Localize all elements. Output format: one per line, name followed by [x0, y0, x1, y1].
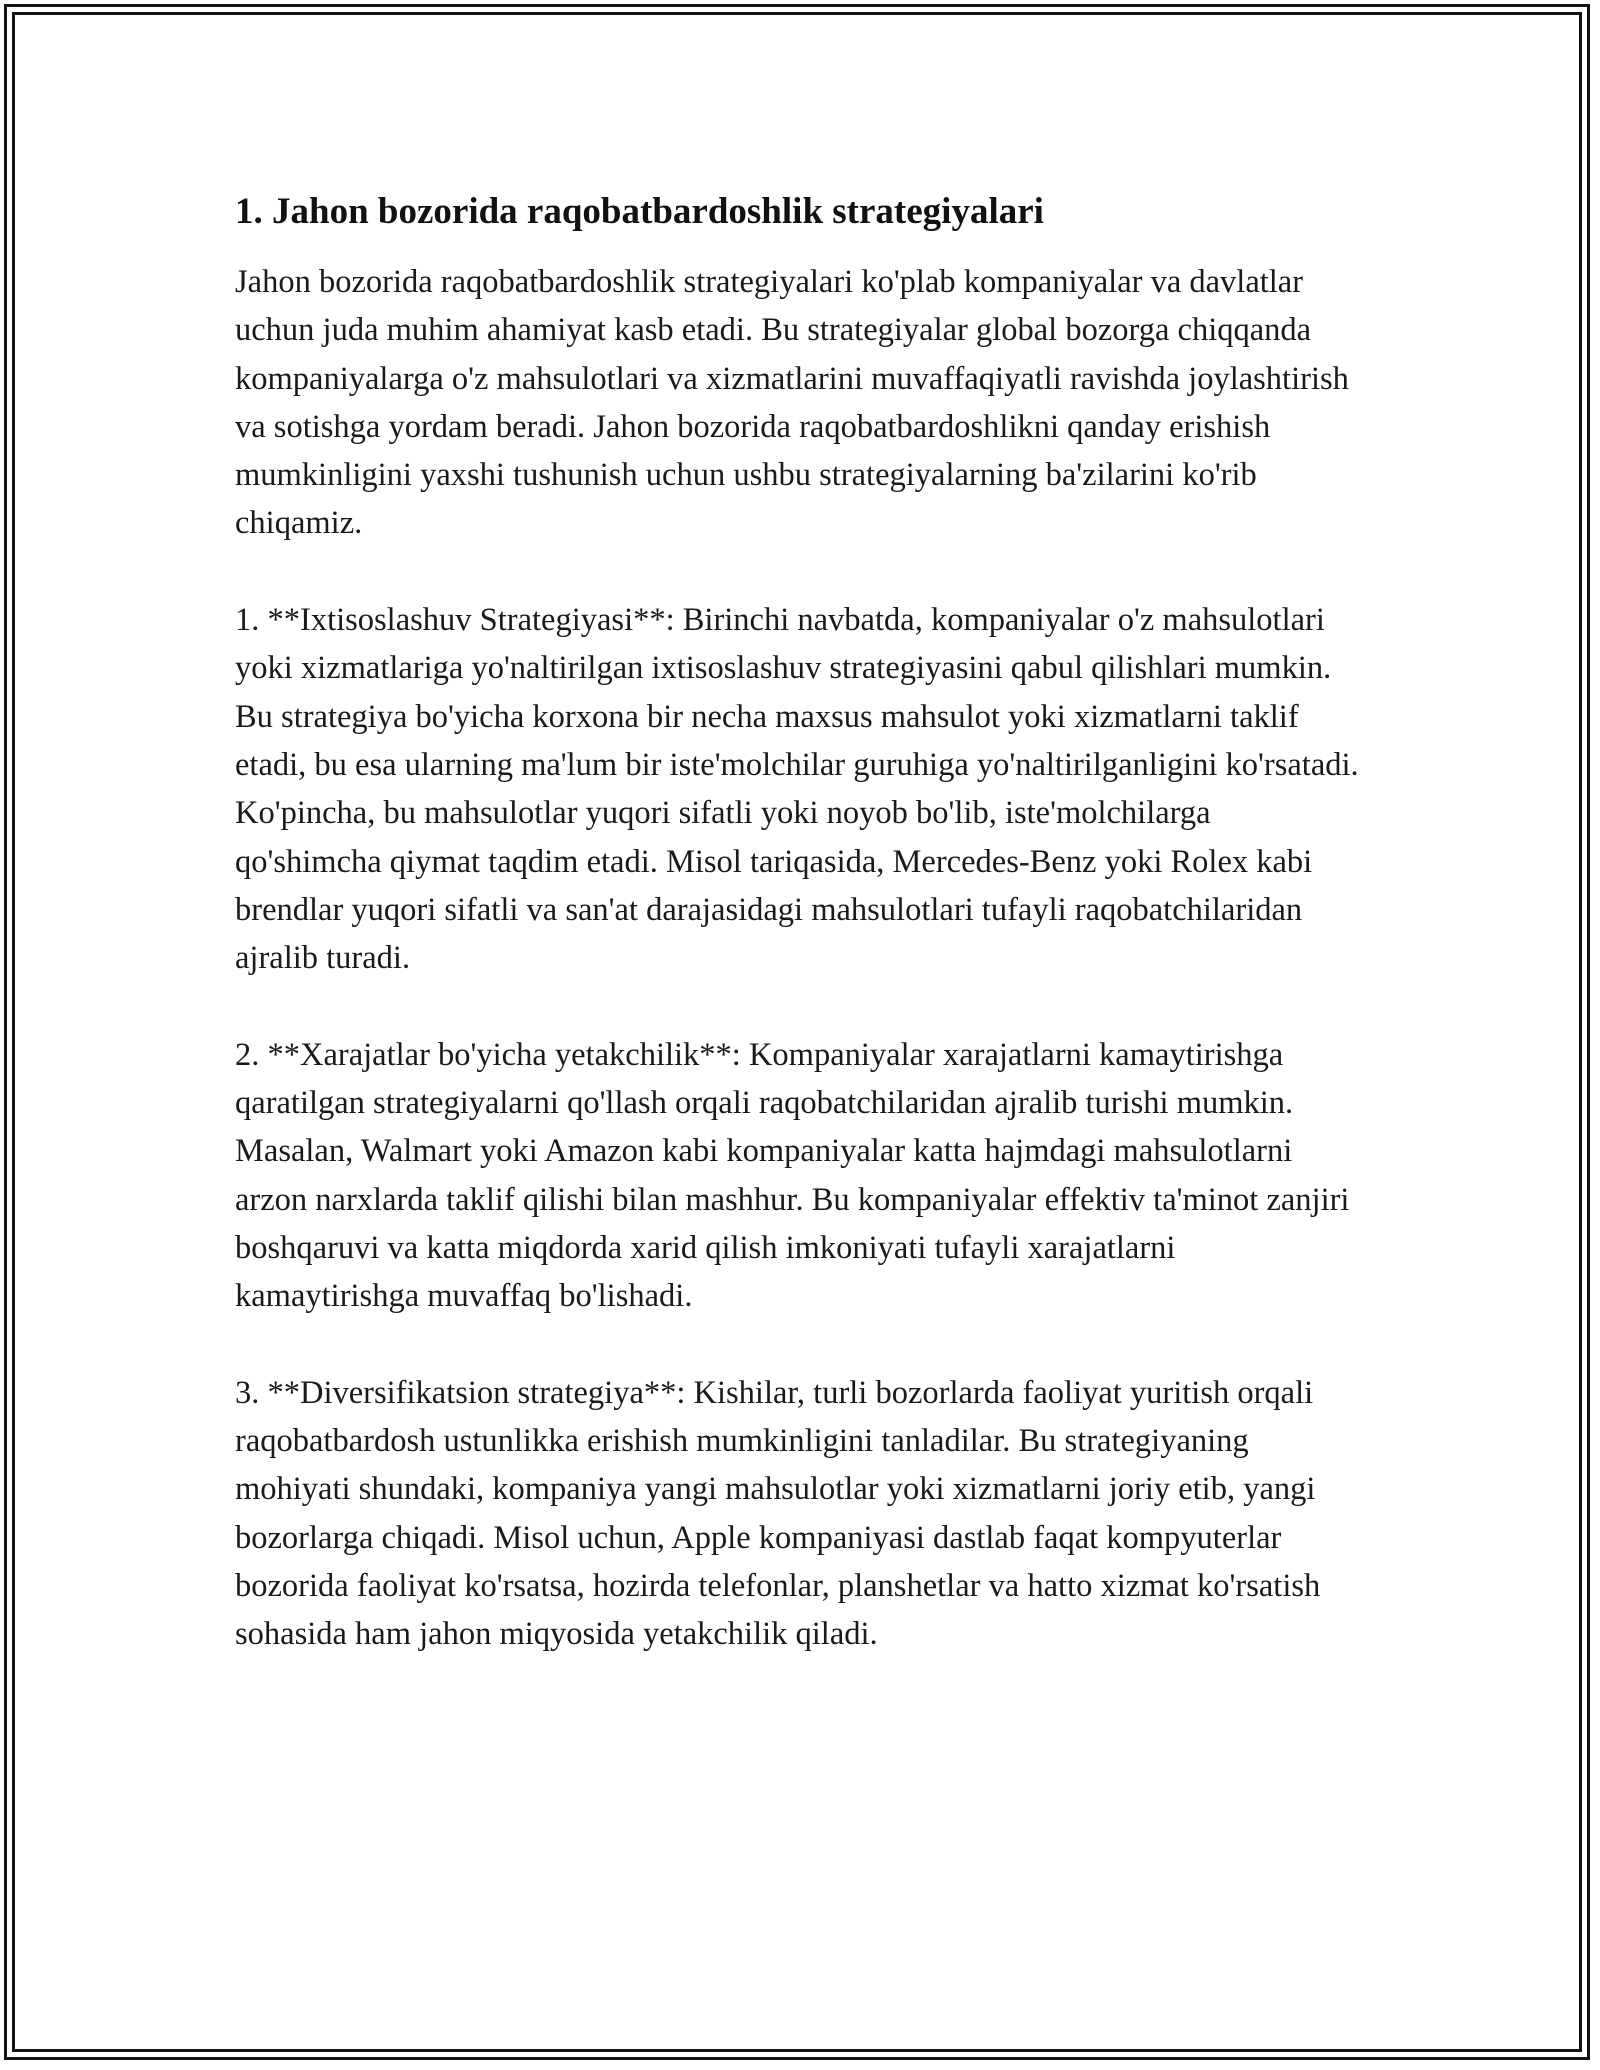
document-body: [235, 188, 1365, 1707]
strategy-cost-leadership-paragraph: 2. **Xarajatlar bo'yicha yetakchilik**: Kompaniyalar xarajatlarni kamaytirishga qaratilgan strategiyalarni qo'llash orqali raqobatchilaridan ajralib turishi mumkin. Masalan, Walmart yoki Amazon kabi kompaniyalar katta hajmdagi mahsulotlarni arzon narxlarda taklif qilishi bilan mashhur. Bu kompaniyalar effektiv ta'minot zanjiri boshqaruvi va katta miqdorda xarid qilish imkoniyati tufayli xarajatlarni kamaytirishga muvaffaq bo'lishadi.: [235, 1036, 1350, 1315]
strategy-specialization-paragraph: 1. **Ixtisoslashuv Strategiyasi**: Birinchi navbatda, kompaniyalar o'z mahsulotlari yoki xizmatlariga yo'naltirilgan ixtisoslashuv strategiyasini qabul qilishlari mumkin. Bu strategiya bo'yicha korxona bir necha maxsus mahsulot yoki xizmatlarni taklif etadi, bu esa ularning ma'lum bir iste'molchilar guruhiga yo'naltirilganligini ko'rsatadi. Ko'pincha, bu mahsulotlar yuqori sifatli yoki noyob bo'lib, iste'molchilarga qo'shimcha qiymat taqdim etadi. Misol tariqasida, Mercedes-Benz yoki Rolex kabi brendlar yuqori sifatli va san'at darajasidagi mahsulotlari tufayli raqobatchilaridan ajralib turadi.: [235, 602, 1359, 977]
document-title: 1. Jahon bozorida raqobatbardoshlik strategiyalari: [235, 191, 1044, 232]
strategy-diversification-paragraph: 3. **Diversifikatsion strategiya**: Kishilar, turli bozorlarda faoliyat yuritish orqali raqobatbardosh ustunlikka erishish mumkinligini tanladilar. Bu strategiyaning mohiyati shundaki, kompaniya yangi mahsulotlar yoki xizmatlarni joriy etib, yangi bozorlarga chiqadi. Misol uchun, Apple kompaniyasi dastlab faqat kompyuterlar bozorida faoliyat ko'rsatsa, hozirda telefonlar, planshetlar va hatto xizmat ko'rsatish sohasida ham jahon miqyosida yetakchilik qiladi.: [235, 1374, 1321, 1653]
intro-paragraph: Jahon bozorida raqobatbardoshlik strategiyalari ko'plab kompaniyalar va davlatlar uchun juda muhim ahamiyat kasb etadi. Bu strategiyalar global bozorga chiqqanda kompaniyalarga o'z mahsulotlari va xizmatlarini muvaffaqiyatli ravishda joylashtirish va sotishga yordam beradi. Jahon bozorida raqobatbardoshlikni qanday erishish mumkinligini yaxshi tushunish uchun ushbu strategiyalarning ba'zilarini ko'rib chiqamiz.: [235, 264, 1349, 542]
